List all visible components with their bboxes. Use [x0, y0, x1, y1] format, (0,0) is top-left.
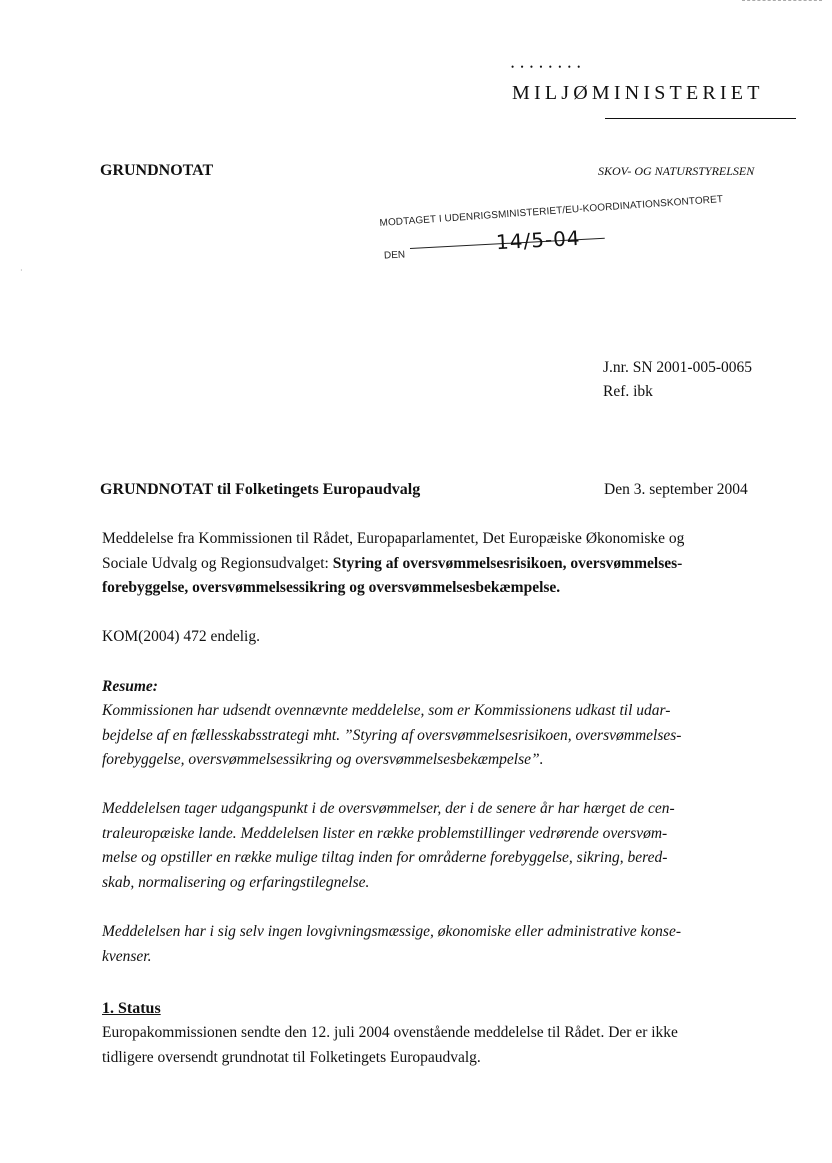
resume-p1-line: Kommissionen har udsendt ovennævnte meddelelse, som er Kommissionens udkast til udar-	[102, 702, 671, 719]
resume-paragraph-2	[102, 797, 742, 895]
resume-p3-line: kvenser.	[102, 947, 152, 965]
reference-initials: Ref. ibk	[603, 383, 653, 400]
resume-p2-line: skab, normalisering og erfaringstilegnelse.	[102, 873, 370, 891]
resume-p2-line: melse og opstiller en række mulige tiltag inden for områderne forebyggelse, sikring, bered-	[102, 849, 668, 866]
scan-corner-artifact	[742, 0, 822, 1]
resume-paragraph-1	[102, 699, 742, 773]
received-stamp-handwritten-date: 14/5-04	[495, 225, 582, 255]
intro-paragraph	[102, 527, 742, 601]
resume-p2-line: traleuropæiske lande. Meddelelsen lister en række problemstillinger vedrørende oversvøm-	[102, 824, 668, 842]
document-date: Den 3. september 2004	[604, 481, 748, 498]
intro-line-3-bold: forebyggelse, oversvømmelsessikring og oversvømmelsesbekæmpelse.	[102, 579, 561, 596]
resume-p2-line: Meddelelsen tager udgangspunkt i de oversvømmelser, der i de senere år har hærget de cen-	[102, 800, 675, 817]
intro-line-1: Meddelelse fra Kommissionen til Rådet, Europaparlamentet, Det Europæiske Økonomiske og	[102, 530, 685, 547]
agency-name: SKOV- OG NATURSTYRELSEN	[598, 164, 755, 178]
resume-heading: Resume:	[102, 678, 158, 695]
status-paragraph	[102, 1021, 742, 1070]
ministry-name: MILJØMINISTERIET	[512, 82, 764, 104]
scan-artifact: ·	[20, 266, 23, 275]
document-title: GRUNDNOTAT til Folketingets Europaudvalg	[100, 481, 421, 498]
intro-line-3	[102, 576, 742, 601]
received-stamp-den-label: DEN	[383, 249, 406, 262]
letterhead-dots: ••••••••	[511, 62, 587, 72]
resume-p1-line: bejdelse af en fællesskabsstrategi mht. ”Styring af oversvømmelsesrisikoen, oversvømmelses-	[102, 726, 682, 744]
resume-p1-line: forebyggelse, oversvømmelsessikring og oversvømmelsesbekæmpelse”.	[102, 751, 544, 768]
resume-paragraph-3	[102, 920, 742, 969]
status-line: Europakommissionen sendte den 12. juli 2004 ovenstående meddelelse til Rådet. Der er ikke	[102, 1024, 678, 1041]
intro-line-2-bold: Styring af oversvømmelsesrisikoen, oversvømmelses-	[332, 554, 683, 572]
status-line: tidligere oversendt grundnotat til Folketingets Europaudvalg.	[102, 1048, 481, 1066]
resume-p3-line: Meddelelsen har i sig selv ingen lovgivningsmæssige, økonomiske eller administrative konse-	[102, 923, 681, 940]
document-type: GRUNDNOTAT	[100, 162, 214, 179]
ministry-underline	[605, 118, 796, 119]
received-stamp-text: MODTAGET I UDENRIGSMINISTERIET/EU-KOORDINATIONSKONTORET	[379, 194, 724, 229]
status-heading: 1. Status	[102, 1000, 161, 1017]
intro-line-2-plain: Sociale Udvalg og Regionsudvalget:	[102, 554, 333, 572]
kom-reference: KOM(2004) 472 endelig.	[102, 628, 260, 645]
intro-line-2	[102, 552, 742, 577]
journal-number: J.nr. SN 2001-005-0065	[603, 359, 752, 376]
